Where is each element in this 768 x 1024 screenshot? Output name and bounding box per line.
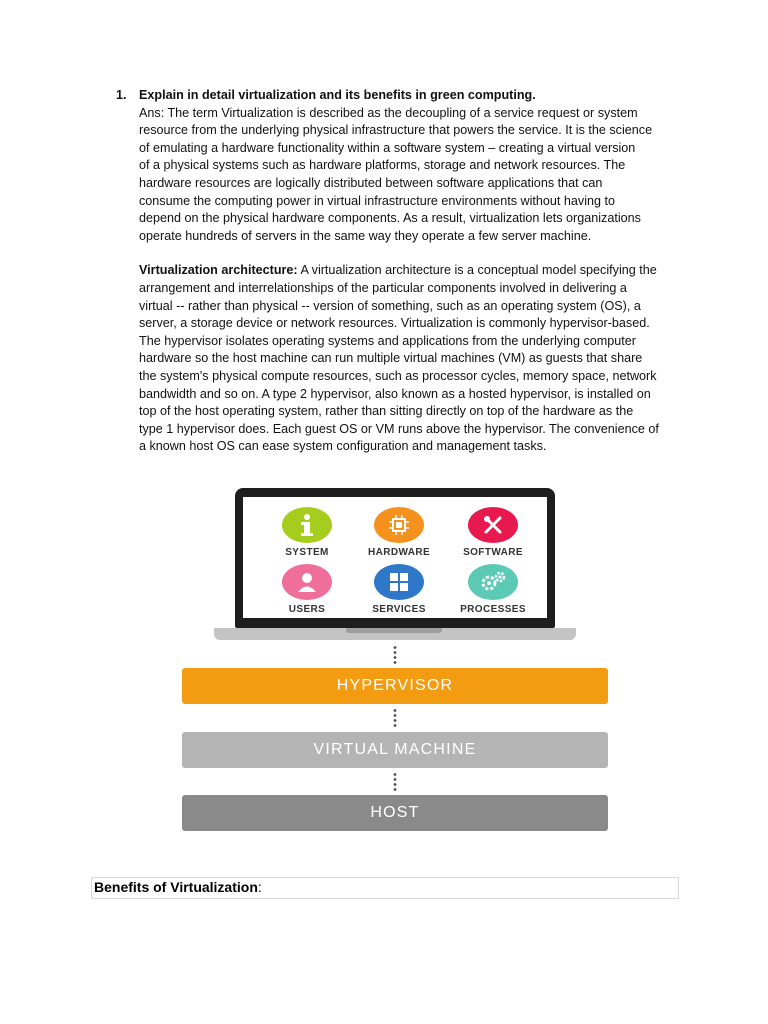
answer-paragraph <box>139 105 682 246</box>
architecture-line: bandwidth and so on. A type 2 hypervisor, also known as a hosted hypervisor, is installed on <box>139 386 651 401</box>
app-hardware <box>353 507 445 558</box>
architecture-line: top of the host operating system, rather than sitting directly on top of the hardware as the <box>139 404 634 419</box>
architecture-paragraph <box>139 262 682 456</box>
app-system <box>261 507 353 558</box>
architecture-line: virtual -- rather than physical -- version of something, such as an operating system (OS), a <box>139 298 641 313</box>
answer-line: consume the computing power in virtual infrastructure environments without having to <box>139 193 616 208</box>
app-label: USERS <box>288 604 326 615</box>
question-number: 1. <box>116 88 127 102</box>
answer-line: operate hundreds of servers in the same way they operate a few server machine. <box>139 228 592 243</box>
tools-icon <box>468 507 518 543</box>
architecture-line: hardware so the host machine can run multiple virtual machines (VM) as guests that share <box>139 351 643 366</box>
architecture-first-line-text: A virtualization architecture is a conceptual model specifying the <box>297 263 657 278</box>
benefits-heading-box <box>91 877 679 899</box>
architecture-heading: Virtualization architecture: <box>139 263 298 278</box>
answer-line: of a physical systems such as hardware platforms, storage and network resources. The <box>139 158 626 173</box>
connector-dots <box>393 645 397 665</box>
app-processes <box>447 564 539 615</box>
answer-line: of emulating a hardware functionality within a software system – creating a virtual version <box>139 140 636 155</box>
app-label: SERVICES <box>372 604 426 615</box>
app-services <box>353 564 445 615</box>
question-title: Explain in detail virtualization and its benefits in green computing. <box>139 88 536 102</box>
architecture-line: server, a storage device or network resources. Virtualization is commonly hypervisor-based. <box>139 316 650 331</box>
gears-icon <box>468 564 518 600</box>
info-icon <box>282 507 332 543</box>
hypervisor-layer: HYPERVISOR <box>182 668 608 704</box>
laptop-screen <box>235 488 555 628</box>
app-label: SYSTEM <box>285 547 329 558</box>
laptop-display <box>243 497 547 618</box>
host-layer: HOST <box>182 795 608 831</box>
connector-dots <box>393 708 397 728</box>
laptop-notch <box>346 628 442 633</box>
question-header <box>116 87 682 105</box>
user-icon <box>282 564 332 600</box>
answer-line: hardware resources are logically distributed between software applications that can <box>139 175 603 190</box>
app-software <box>447 507 539 558</box>
app-users <box>261 564 353 615</box>
architecture-line: The hypervisor isolates operating systems and applications from the underlying computer <box>139 333 637 348</box>
benefits-heading-text: Benefits of Virtualization <box>94 879 258 895</box>
architecture-line: a known host OS can ease system configuration and management tasks. <box>139 439 547 454</box>
question-block <box>116 87 682 456</box>
answer-line: Ans: The term Virtualization is described as the decoupling of a service request or system <box>139 105 638 120</box>
app-label: HARDWARE <box>367 547 431 558</box>
virtual-machine-layer: VIRTUAL MACHINE <box>182 732 608 768</box>
architecture-first-line <box>139 262 682 280</box>
architecture-line: the system's physical compute resources, such as processor cycles, memory space, network <box>139 368 657 383</box>
benefits-heading-colon: : <box>257 879 262 895</box>
architecture-line: type 1 hypervisor does. Each guest OS or VM runs above the hypervisor. The convenience of <box>139 421 659 436</box>
windows-icon <box>374 564 424 600</box>
chip-icon <box>374 507 424 543</box>
architecture-line: arrangement and interrelationships of the particular components involved in delivering a <box>139 280 627 295</box>
answer-line: resource from the underlying physical infrastructure that powers the service. It is the science <box>139 123 653 138</box>
connector-dots <box>393 772 397 792</box>
answer-line: depend on the physical hardware components. As a result, virtualization lets organizations <box>139 211 641 226</box>
app-label: SOFTWARE <box>463 547 523 558</box>
benefits-heading <box>94 879 262 895</box>
app-label: PROCESSES <box>460 604 526 615</box>
